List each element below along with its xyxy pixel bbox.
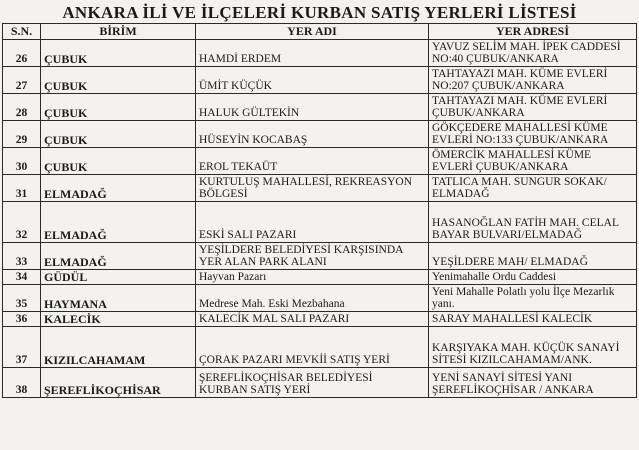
location-name-line: Hayvan Pazarı <box>199 271 267 283</box>
address-line: YAVUZ SELİM MAH. İPEK CADDESİ <box>432 41 621 53</box>
table-row <box>3 368 637 398</box>
location-name-line: KURTULUŞ MAHALLESİ, REKREASYON <box>199 176 413 188</box>
row-location-address <box>429 327 637 368</box>
row-unit: ELMADAĞ <box>41 175 196 202</box>
row-sn: 31 <box>3 175 41 202</box>
address-line: TAHTAYAZI MAH. KÜME EVLERİ <box>432 68 608 80</box>
row-location-address <box>429 202 637 243</box>
table-row <box>3 243 637 270</box>
row-sn: 26 <box>3 40 41 67</box>
row-location-address <box>429 285 637 312</box>
location-name-line: KALECİK MAL SALI PAZARI <box>199 313 350 325</box>
table-row <box>3 40 637 67</box>
row-location-address <box>429 121 637 148</box>
location-name-line: HAMDİ ERDEM <box>199 53 282 65</box>
row-location-address <box>429 40 637 67</box>
location-name-line: ŞEREFLİKOÇHİSAR BELEDİYESİ <box>199 372 373 384</box>
location-name-line: HALUK GÜLTEKİN <box>199 107 300 119</box>
header-unit: BİRİM <box>41 24 196 40</box>
location-name-line: KURBAN SATIŞ YERİ <box>199 384 311 396</box>
row-sn: 32 <box>3 202 41 243</box>
row-sn: 38 <box>3 368 41 398</box>
row-location-name <box>196 312 429 327</box>
row-unit: GÜDÜL <box>41 270 196 285</box>
table-row <box>3 202 637 243</box>
table-row <box>3 94 637 121</box>
table-row <box>3 175 637 202</box>
address-line: ŞEREFLİKOÇHİSAR / ANKARA <box>432 384 594 396</box>
row-location-address <box>429 67 637 94</box>
row-location-name <box>196 368 429 398</box>
location-name-line: HÜSEYİN KOCABAŞ <box>199 134 308 146</box>
row-location-name <box>196 175 429 202</box>
address-line: KARŞIYAKA MAH. KÜÇÜK SANAYİ <box>432 342 620 354</box>
address-line: SİTESİ KIZILCAHAMAM/ANK. <box>432 354 592 366</box>
address-line: YENİ SANAYİ SİTESİ YANI <box>432 372 573 384</box>
row-location-address <box>429 175 637 202</box>
row-location-address <box>429 368 637 398</box>
row-location-name <box>196 148 429 175</box>
row-location-address <box>429 243 637 270</box>
row-unit: ÇUBUK <box>41 94 196 121</box>
row-unit: ELMADAĞ <box>41 202 196 243</box>
row-sn: 35 <box>3 285 41 312</box>
address-line: yanı. <box>432 298 455 310</box>
location-name-line: BÖLGESİ <box>199 188 248 200</box>
table-row <box>3 312 637 327</box>
address-line: HASANOĞLAN FATİH MAH. CELAL <box>432 217 619 229</box>
row-sn: 29 <box>3 121 41 148</box>
address-line: YEŞİLDERE MAH/ ELMADAĞ <box>432 256 588 268</box>
location-name-line: ÜMİT KÜÇÜK <box>199 80 272 92</box>
table-row <box>3 285 637 312</box>
address-line: NO:207 ÇUBUK/ANKARA <box>432 80 565 92</box>
row-unit: ÇUBUK <box>41 121 196 148</box>
row-sn: 33 <box>3 243 41 270</box>
location-name-line: YEŞİLDERE BELEDİYESİ KARŞISINDA <box>199 244 404 256</box>
row-location-name <box>196 270 429 285</box>
row-sn: 28 <box>3 94 41 121</box>
row-sn: 34 <box>3 270 41 285</box>
address-line: TATLICA MAH. SUNGUR SOKAK/ <box>432 176 607 188</box>
header-sn: S.N. <box>3 24 41 40</box>
row-sn: 27 <box>3 67 41 94</box>
row-unit: ÇUBUK <box>41 67 196 94</box>
location-name-line: Medrese Mah. Eski Mezbahana <box>199 298 345 310</box>
row-unit: ÇUBUK <box>41 148 196 175</box>
document-title: ANKARA İLİ VE İLÇELERİ KURBAN SATIŞ YERLERİ LİSTESİ <box>62 3 577 22</box>
location-name-line: EROL TEKAÜT <box>199 161 278 173</box>
row-location-name <box>196 94 429 121</box>
table-row <box>3 67 637 94</box>
address-line: TAHTAYAZI MAH. KÜME EVLERİ <box>432 95 608 107</box>
row-sn: 30 <box>3 148 41 175</box>
table-row <box>3 327 637 368</box>
address-line: ÖMERCİK MAHALLESİ KÜME <box>432 149 592 161</box>
address-line: Yenimahalle Ordu Caddesi <box>432 271 557 283</box>
sales-locations-table <box>2 23 637 398</box>
address-line: Yeni Mahalle Polatlı yolu İlçe Mezarlık <box>432 286 615 298</box>
row-location-address <box>429 270 637 285</box>
address-line: GÖKÇEDERE MAHALLESİ KÜME <box>432 122 608 134</box>
row-unit: ÇUBUK <box>41 40 196 67</box>
address-line: EVLERİ NO:133 ÇUBUK/ANKARA <box>432 134 609 146</box>
row-unit: KIZILCAHAMAM <box>41 327 196 368</box>
table-body <box>3 40 637 398</box>
header-location-name: YER ADI <box>196 24 429 40</box>
table-row <box>3 270 637 285</box>
location-name-line: YER ALAN PARK ALANI <box>199 256 327 268</box>
address-line: ÇUBUK/ANKARA <box>432 107 525 119</box>
row-sn: 36 <box>3 312 41 327</box>
table-row <box>3 148 637 175</box>
address-line: ELMADAĞ <box>432 188 490 200</box>
row-location-name <box>196 243 429 270</box>
location-name-line: ESKİ SALI PAZARI <box>199 229 297 241</box>
row-location-name <box>196 67 429 94</box>
header-location-address: YER ADRESİ <box>429 24 637 40</box>
row-location-address <box>429 312 637 327</box>
address-line: BAYAR BULVARI/ELMADAĞ <box>432 229 583 241</box>
address-line: NO:40 ÇUBUK/ANKARA <box>432 53 559 65</box>
row-unit: ELMADAĞ <box>41 243 196 270</box>
location-name-line: ÇORAK PAZARI MEVKİİ SATIŞ YERİ <box>199 354 390 366</box>
row-sn: 37 <box>3 327 41 368</box>
row-location-name <box>196 285 429 312</box>
table-row <box>3 121 637 148</box>
row-location-name <box>196 121 429 148</box>
row-location-address <box>429 148 637 175</box>
row-unit: ŞEREFLİKOÇHİSAR <box>41 368 196 398</box>
address-line: EVLERİ ÇUBUK/ANKARA <box>432 161 569 173</box>
row-location-address <box>429 94 637 121</box>
row-unit: KALECİK <box>41 312 196 327</box>
row-location-name <box>196 202 429 243</box>
row-unit: HAYMANA <box>41 285 196 312</box>
address-line: SARAY MAHALLESİ KALECİK <box>432 313 593 325</box>
row-location-name <box>196 40 429 67</box>
row-location-name <box>196 327 429 368</box>
table-header-row <box>3 24 637 40</box>
